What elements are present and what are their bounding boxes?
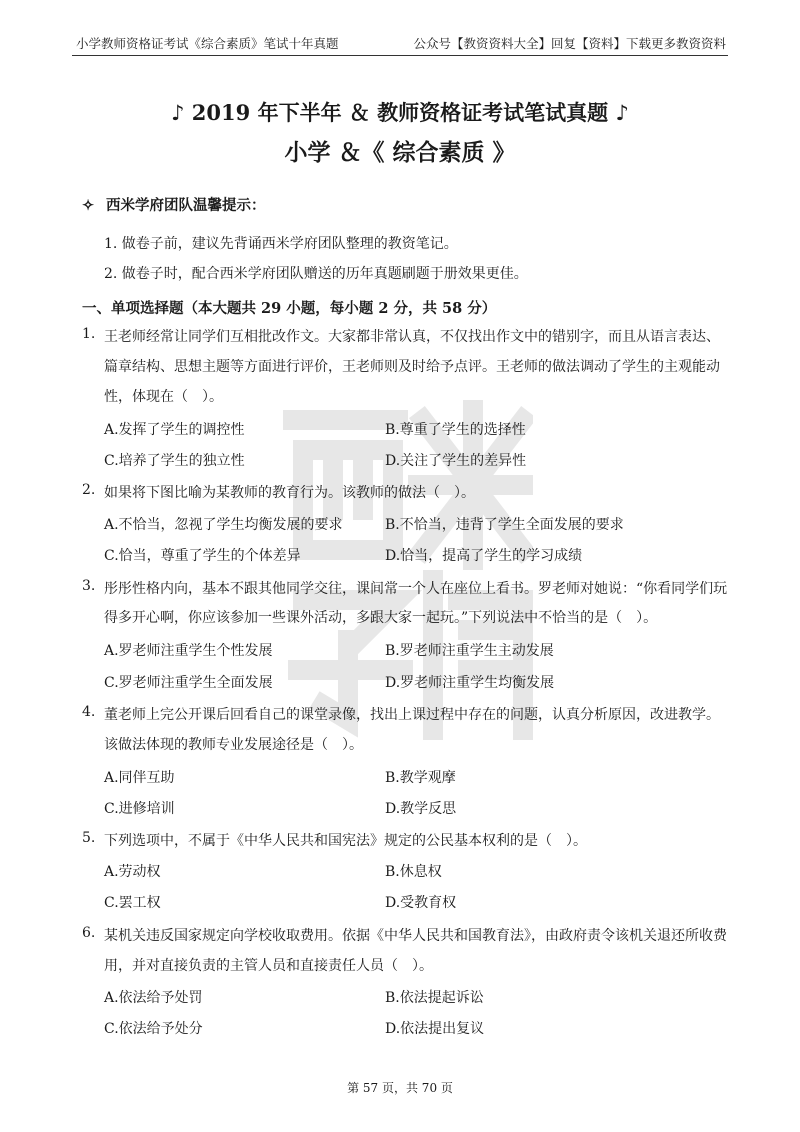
option-a: A.发挥了学生的调控性 [104, 422, 245, 438]
question-number: 4. [82, 704, 96, 720]
page-number: 第 57 页，共 70 页 [347, 1081, 453, 1095]
question-text: 性，体现在（ ）。 [104, 389, 223, 405]
option-b: B.教学观摩 [385, 770, 456, 786]
option-d: D.受教育权 [385, 895, 457, 911]
tip-item: 1. 做卷子前，建议先背诵西米学府团队整理的教资笔记。 [104, 236, 458, 252]
option-c: C.恰当，尊重了学生的个体差异 [104, 548, 301, 564]
header-left-text: 小学教师资格证考试《综合素质》笔试十年真题 [76, 36, 339, 51]
option-d: D.关注了学生的差异性 [385, 453, 527, 469]
question-text: 某机关违反国家规定向学校收取费用。依据《中华人民共和国教育法》，由政府责令该机关退还所收费 [104, 928, 727, 944]
question-text: 如果将下图比喻为某教师的教育行为。该教师的做法（ ）。 [104, 485, 475, 501]
question-number: 3. [82, 578, 96, 594]
page-subtitle: 小学 ＆《 综合素质 》 [284, 139, 516, 166]
option-d: D.恰当，提高了学生的学习成绩 [385, 548, 583, 564]
option-d: D.依法提出复议 [385, 1021, 485, 1037]
question-number: 2. [82, 482, 96, 498]
tips-heading-text: 西米学府团队温馨提示： [106, 197, 266, 214]
sparkle-icon: ✧ [82, 197, 95, 214]
question-text: 董老师上完公开课后回看自己的课堂录像，找出上课过程中存在的问题，认真分析原因，改进教学。 [104, 707, 720, 723]
option-b: B.不恰当，违背了学生全面发展的要求 [385, 517, 624, 533]
option-a: A.不恰当，忽视了学生均衡发展的要求 [104, 517, 343, 533]
question-text: 得多开心啊，你应该参加一些课外活动，多跟大家一起玩。”下列说法中不恰当的是（ ）。 [104, 610, 658, 626]
question-text: 下列选项中，不属于《中华人民共和国宪法》规定的公民基本权利的是（ ）。 [104, 833, 587, 849]
question-number: 1. [82, 326, 96, 342]
question-number: 5. [82, 830, 96, 846]
question-number: 6. [82, 925, 96, 941]
header-right-text: 公众号【教资资料大全】回复【资料】下载更多教资资料 [413, 36, 726, 51]
option-d: D.教学反思 [385, 801, 457, 817]
option-a: A.劳动权 [104, 864, 161, 880]
question-text: 王老师经常让同学们互相批改作文。大家都非常认真，不仅找出作文中的错别字，而且从语言表达、 [104, 329, 720, 345]
option-d: D.罗老师注重学生均衡发展 [385, 675, 555, 691]
tips-heading [82, 194, 266, 215]
option-c: C.罗老师注重学生全面发展 [104, 675, 273, 691]
option-b: B.依法提起诉讼 [385, 990, 484, 1006]
option-b: B.休息权 [385, 864, 442, 880]
question-text: 彤彤性格内向，基本不跟其他同学交往，课间常一个人在座位上看书。罗老师对她说：“你看同学们玩 [104, 581, 728, 597]
page-title: ♪ 2019 年下半年 ＆ 教师资格证考试笔试真题 ♪ [171, 100, 629, 125]
tip-item: 2. 做卷子时，配合西米学府团队赠送的历年真题刷题于册效果更佳。 [104, 266, 528, 282]
option-c: C.培养了学生的独立性 [104, 453, 245, 469]
option-a: A.依法给予处罚 [104, 990, 203, 1006]
option-a: A.罗老师注重学生个性发展 [104, 643, 273, 659]
option-c: C.罢工权 [104, 895, 161, 911]
option-c: C.进修培训 [104, 801, 175, 817]
option-b: B.罗老师注重学生主动发展 [385, 643, 554, 659]
option-b: B.尊重了学生的选择性 [385, 422, 526, 438]
option-c: C.依法给予处分 [104, 1021, 203, 1037]
header-divider [72, 55, 728, 56]
question-text: 用，并对直接负责的主管人员和直接责任人员（ ）。 [104, 958, 433, 974]
option-a: A.同伴互助 [104, 770, 175, 786]
section-heading: 一、单项选择题（本大题共 29 小题，每小题 2 分，共 58 分） [82, 300, 497, 317]
question-text: 该做法体现的教师专业发展途径是（ ）。 [104, 737, 363, 753]
question-text: 篇章结构、思想主题等方面进行评价，王老师则及时给予点评。王老师的做法调动了学生的主观能动 [104, 359, 720, 375]
